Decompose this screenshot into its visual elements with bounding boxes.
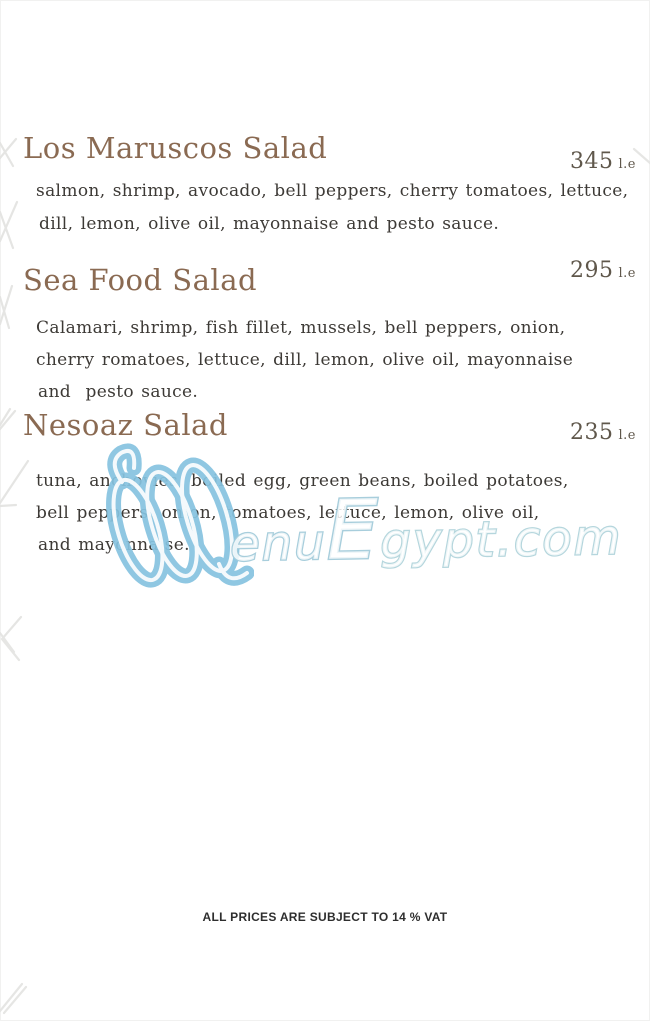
- description-line: and pesto sauce.: [38, 382, 199, 402]
- menu-item-name: Sea Food Salad: [23, 263, 258, 297]
- description-line: bell peppers, onion, tomatoes, lettuce, lemon, olive oil,: [36, 503, 540, 523]
- menu-item-price: [570, 149, 636, 174]
- watermark-text-cap-e: E: [325, 482, 382, 579]
- watermark-text-enu: enu: [229, 514, 328, 573]
- price-currency: l.e: [618, 266, 636, 281]
- menu-item-price: [570, 420, 636, 445]
- watermark-text-rest: gypt.com: [379, 509, 623, 570]
- price-currency: l.e: [618, 428, 636, 443]
- description-line: and mayonnaise.: [38, 535, 190, 555]
- vat-note: ALL PRICES ARE SUBJECT TO 14 % VAT: [202, 910, 448, 924]
- menu-item-name: Nesoaz Salad: [23, 408, 228, 442]
- menu-item-price: [570, 258, 636, 283]
- price-value: 235: [570, 420, 614, 445]
- description-line: tuna, anchovies, boiled egg, green beans, boiled potatoes,: [36, 471, 569, 491]
- description-line: dill, lemon, olive oil, mayonnaise and pesto sauce.: [39, 214, 500, 234]
- price-value: 345: [570, 149, 614, 174]
- description-line: salmon, shrimp, avocado, bell peppers, cherry tomatoes, lettuce,: [36, 181, 629, 201]
- price-value: 295: [570, 258, 614, 283]
- price-currency: l.e: [618, 157, 636, 172]
- description-line: Calamari, shrimp, fish fillet, mussels, bell peppers, onion,: [36, 318, 566, 338]
- menu-item-name: Los Maruscos Salad: [23, 131, 328, 165]
- description-line: cherry romatoes, lettuce, dill, lemon, olive oil, mayonnaise: [36, 350, 574, 370]
